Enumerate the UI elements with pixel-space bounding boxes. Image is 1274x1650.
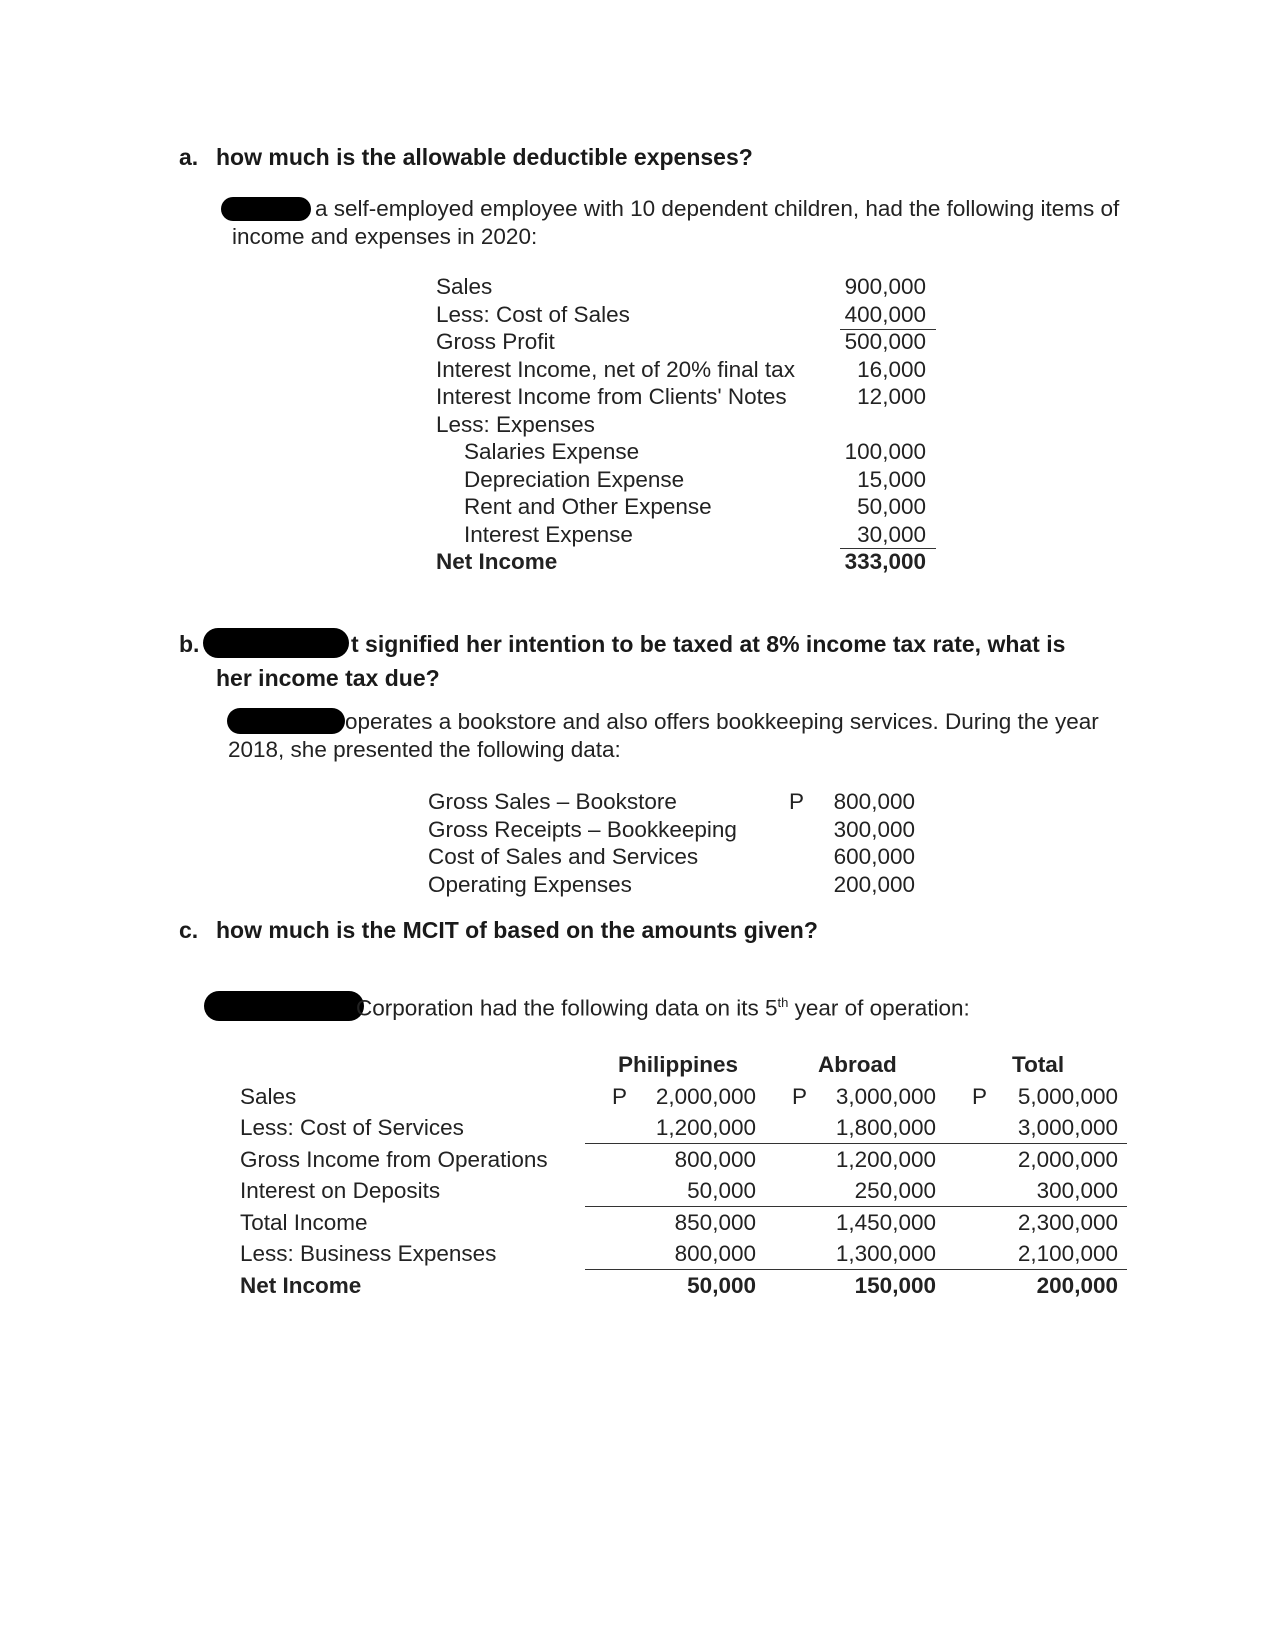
cell-gross-income-abroad: 1,200,000 (835, 1147, 936, 1172)
cell-sales-total: 5,000,000 (1017, 1084, 1118, 1109)
income-statement-a-values (820, 273, 926, 576)
question-c-intro (356, 995, 970, 1022)
currency-symbol: P (612, 1084, 628, 1109)
value-cost-of-sales-services: 600,000 (833, 844, 915, 869)
column-header-philippines: Philippines (618, 1052, 739, 1077)
value-gross-sales-bookstore: 800,000 (833, 789, 915, 814)
cell-cost-total: 3,000,000 (1017, 1115, 1118, 1140)
value-net-income: 333,000 (844, 549, 926, 574)
row-cost-of-sales-services: Cost of Sales and Services (428, 844, 699, 869)
cell-cost-philippines: 1,200,000 (655, 1115, 756, 1140)
question-b-label: b. (179, 631, 200, 657)
row-depreciation: Depreciation Expense (464, 466, 685, 492)
cell-interest-total: 300,000 (1036, 1178, 1118, 1203)
row-operating-expenses: Operating Expenses (428, 871, 632, 897)
question-b-intro-line1: operates a bookstore and also offers bookkeeping services. During the year (345, 709, 1099, 734)
income-statement-a (436, 273, 795, 576)
cell-total-income-total: 2,300,000 (1017, 1210, 1118, 1235)
row-gross-receipts-bookkeeping: Gross Receipts – Bookkeeping (428, 816, 737, 842)
column-header-total: Total (1012, 1052, 1065, 1077)
redaction-mark (221, 197, 311, 221)
row-net-income: Net Income (240, 1273, 362, 1298)
table-rule (585, 1143, 1127, 1144)
row-sales: Sales (240, 1084, 297, 1109)
row-gross-sales-bookstore: Gross Sales – Bookstore (428, 789, 677, 814)
value-operating-expenses: 200,000 (833, 871, 915, 897)
currency-symbol: P (792, 1084, 808, 1109)
question-a-text: how much is the allowable deductible expenses? (216, 144, 753, 170)
cell-cost-abroad: 1,800,000 (835, 1115, 936, 1140)
cell-interest-philippines: 50,000 (687, 1178, 756, 1203)
row-interest-income-notes: Interest Income from Clients' Notes (436, 384, 787, 409)
question-a-label: a. (179, 144, 199, 170)
row-cost-of-services: Less: Cost of Services (240, 1115, 464, 1140)
question-a-intro-line2: income and expenses in 2020: (232, 224, 538, 249)
value-rent: 50,000 (857, 494, 926, 519)
bookstore-data (428, 788, 737, 898)
table-rule (585, 1206, 1127, 1207)
bookstore-values (810, 788, 915, 898)
question-b-text-line1: t signified her intention to be taxed at 8% income tax rate, what is (351, 631, 1066, 657)
cell-sales-philippines: 2,000,000 (655, 1084, 756, 1109)
question-b-text-line2: her income tax due? (216, 665, 440, 691)
row-cost-of-sales: Less: Cost of Sales (436, 301, 630, 327)
redaction-mark (204, 991, 364, 1021)
row-rent: Rent and Other Expense (464, 494, 712, 519)
currency-symbol: P (789, 789, 805, 814)
question-c-intro-pre: Corporation had the following data on its 5 (356, 995, 778, 1021)
value-less-expenses (820, 411, 926, 439)
row-gross-income-operations: Gross Income from Operations (240, 1147, 548, 1172)
row-sales: Sales (436, 274, 493, 299)
cell-interest-abroad: 250,000 (854, 1178, 936, 1203)
question-c-label: c. (179, 917, 199, 943)
value-interest-income-net: 16,000 (857, 356, 926, 382)
cell-total-income-abroad: 1,450,000 (835, 1210, 936, 1235)
column-header-abroad: Abroad (818, 1052, 897, 1077)
cell-net-income-philippines: 50,000 (687, 1273, 756, 1298)
cell-sales-abroad: 3,000,000 (835, 1084, 936, 1109)
value-sales: 900,000 (844, 274, 926, 299)
question-c-intro-sup: th (777, 995, 789, 1010)
row-interest-expense: Interest Expense (464, 521, 633, 547)
value-gross-receipts-bookkeeping: 300,000 (833, 816, 915, 842)
row-business-expenses: Less: Business Expenses (240, 1241, 497, 1266)
value-cost-of-sales: 400,000 (844, 301, 926, 327)
cell-net-income-abroad: 150,000 (854, 1273, 936, 1298)
cell-expenses-total: 2,100,000 (1017, 1241, 1118, 1266)
value-interest-income-notes: 12,000 (857, 384, 926, 409)
value-gross-profit: 500,000 (844, 329, 926, 354)
underline-rule (840, 329, 936, 330)
row-gross-profit: Gross Profit (436, 329, 555, 354)
redaction-mark (203, 628, 349, 658)
value-interest-expense: 30,000 (857, 521, 926, 547)
row-less-expenses: Less: Expenses (436, 411, 595, 437)
question-c-intro-post: year of operation: (788, 995, 970, 1021)
currency-symbol: P (972, 1084, 988, 1109)
row-net-income: Net Income (436, 549, 558, 574)
question-c-text: how much is the MCIT of based on the amounts given? (216, 917, 818, 943)
row-total-income: Total Income (240, 1210, 368, 1235)
underline-rule (840, 548, 936, 549)
cell-gross-income-philippines: 800,000 (674, 1147, 756, 1172)
cell-gross-income-total: 2,000,000 (1017, 1147, 1118, 1172)
value-salaries: 100,000 (844, 439, 926, 464)
question-b-intro-line2: 2018, she presented the following data: (228, 737, 621, 762)
cell-expenses-philippines: 800,000 (674, 1241, 756, 1266)
table-rule (585, 1269, 1127, 1270)
row-interest-on-deposits: Interest on Deposits (240, 1178, 441, 1203)
question-a-intro-line1: a self-employed employee with 10 dependent children, had the following items of (315, 196, 1120, 221)
cell-total-income-philippines: 850,000 (674, 1210, 756, 1235)
cell-net-income-total: 200,000 (1036, 1273, 1118, 1298)
row-interest-income-net: Interest Income, net of 20% final tax (436, 356, 795, 382)
cell-expenses-abroad: 1,300,000 (835, 1241, 936, 1266)
redaction-mark (227, 708, 345, 734)
row-salaries: Salaries Expense (464, 439, 640, 464)
value-depreciation: 15,000 (857, 466, 926, 492)
